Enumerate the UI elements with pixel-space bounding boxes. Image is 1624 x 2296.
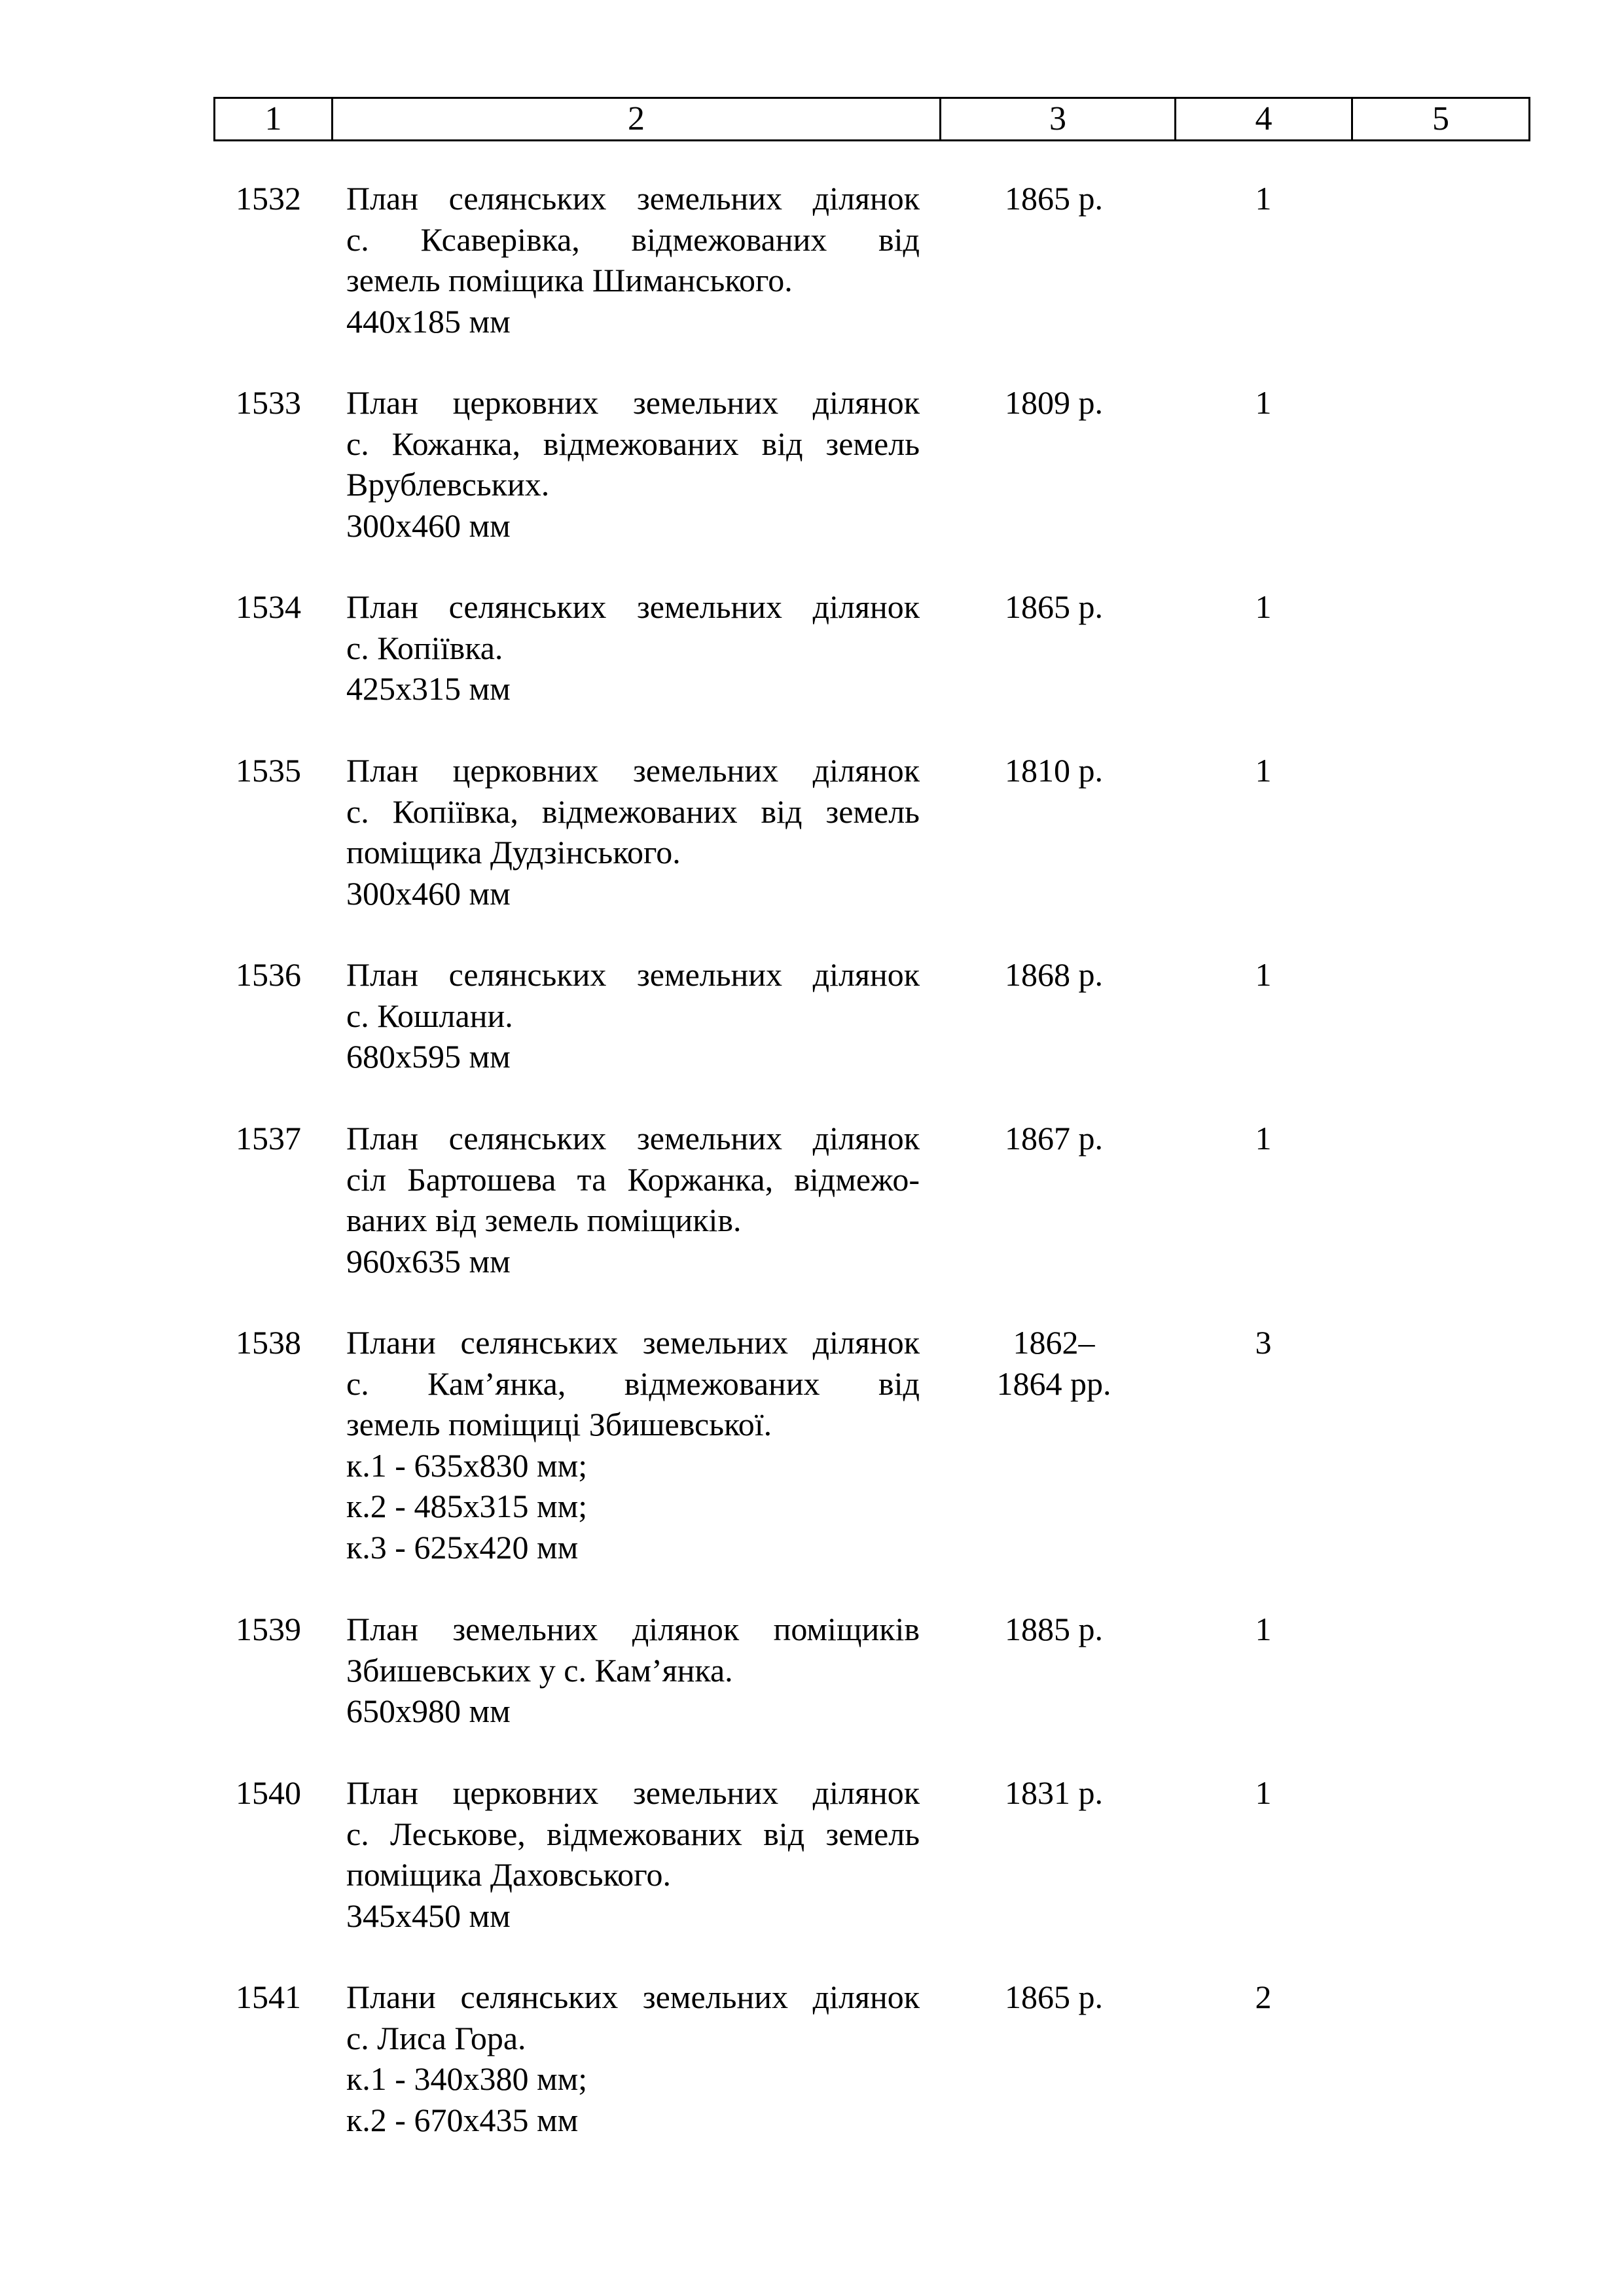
entry-number: 1533 [236, 384, 301, 421]
entry-description-line: План селянських земельних ділянок [346, 588, 920, 625]
entry-date-line: 1865 р. [1005, 180, 1103, 217]
entry-count: 1 [1255, 1774, 1272, 1811]
entry-date [956, 1609, 1152, 1650]
column-header-2: 2 [333, 98, 941, 141]
entry-number: 1540 [236, 1774, 301, 1811]
entry-date-line: 1809 р. [1005, 384, 1103, 421]
entry-description-line: поміщика Даховського. [346, 1856, 672, 1893]
entry-description-line: с. Копіївка. [346, 629, 503, 666]
entry-description-line: 300х460 мм [346, 874, 511, 912]
entry-description-line: 680х595 мм [346, 1038, 511, 1075]
entry-count: 1 [1255, 956, 1272, 993]
entry-description-line: с. Леськове, відмежованих від земель [346, 1815, 920, 1852]
column-header-table [213, 97, 1530, 141]
entry-date-line: 1862– [1013, 1324, 1095, 1361]
entry-description-line: 345х450 мм [346, 1897, 511, 1934]
column-header-5: 5 [1352, 98, 1530, 141]
entry-count: 1 [1255, 180, 1272, 217]
column-header-3: 3 [941, 98, 1176, 141]
entry-description-line: 960х635 мм [346, 1242, 511, 1280]
entry-description [346, 1977, 920, 2140]
entry-description-line: к.2 - 670х435 мм [346, 2101, 579, 2138]
entry-description-line: с. Копіївка, відмежованих від земель [346, 793, 920, 830]
entry-description-line: Збишевських у с. Кам’янка. [346, 1651, 733, 1689]
entry-count: 1 [1255, 1611, 1272, 1647]
entry-description [346, 1772, 920, 1936]
entry-date-line: 1865 р. [1005, 588, 1103, 625]
entry-description-line: План земельних ділянок поміщиків [346, 1611, 920, 1647]
entry-description-line: План селянських земельних ділянок [346, 1120, 920, 1157]
entry-number: 1534 [236, 588, 301, 625]
entry-number: 1532 [236, 180, 301, 217]
entry-description-line: к.3 - 625х420 мм [346, 1528, 579, 1566]
entry-date-line: 1865 р. [1005, 1979, 1103, 2015]
entry-description-line: к.1 - 340х380 мм; [346, 2060, 588, 2097]
entry-description-line: План селянських земельних ділянок [346, 180, 920, 217]
entry-date-line: 1868 р. [1005, 956, 1103, 993]
column-header-1: 1 [215, 98, 333, 141]
entry-description-line: План церковних земельних ділянок [346, 752, 920, 789]
entry-description-line: ваних від земель поміщиків. [346, 1202, 742, 1238]
entry-number: 1539 [236, 1611, 301, 1647]
entry-description-line: к.1 - 635х830 мм; [346, 1446, 588, 1484]
entry-description-line: 440х185 мм [346, 302, 511, 340]
entry-date-line: 1885 р. [1005, 1611, 1103, 1647]
entry-date [956, 750, 1152, 791]
entry-description-line: земель поміщика Шиманського. [346, 262, 793, 298]
entry-description-line: с. Кошлани. [346, 997, 513, 1034]
entry-description-line: с. Кожанка, відмежованих від земель [346, 425, 920, 462]
entry-number: 1537 [236, 1120, 301, 1157]
entry-description-line: с. Лиса Гора. [346, 2019, 526, 2056]
entry-description-line: 425х315 мм [346, 670, 511, 707]
entry-description [346, 178, 920, 342]
entry-count: 1 [1255, 752, 1272, 789]
entry-description-line: 300х460 мм [346, 507, 511, 544]
entry-date [956, 1118, 1152, 1159]
entry-date [956, 1322, 1152, 1404]
entry-description-line: с. Кам’янка, відмежованих від [346, 1365, 920, 1402]
entry-count: 1 [1255, 384, 1272, 421]
entry-description-line: сіл Бартошева та Коржанка, відмежо- [346, 1160, 920, 1198]
entry-description-line: План церковних земельних ділянок [346, 1774, 920, 1811]
column-header-row [215, 98, 1530, 141]
entry-description [346, 586, 920, 709]
entry-description-line: к.2 - 485х315 мм; [346, 1488, 588, 1524]
entry-description [346, 1609, 920, 1732]
column-header-4: 4 [1176, 98, 1352, 141]
entry-date [956, 178, 1152, 219]
entry-count: 2 [1255, 1979, 1272, 2015]
entry-date [956, 586, 1152, 628]
entry-description-line: Плани селянських земельних ділянок [346, 1979, 920, 2015]
entry-date-line: 1867 р. [1005, 1120, 1103, 1157]
entry-date [956, 954, 1152, 996]
entry-description-line: 650х980 мм [346, 1693, 511, 1729]
entry-description-line: Врублевських. [346, 466, 550, 503]
entry-count: 1 [1255, 1120, 1272, 1157]
entry-description-line: План церковних земельних ділянок [346, 384, 920, 421]
entry-date-line: 1810 р. [1005, 752, 1103, 789]
entry-description-line: земель поміщиці Збишевської. [346, 1406, 772, 1443]
entry-description-line: поміщика Дудзінського. [346, 834, 681, 870]
entry-number: 1541 [236, 1979, 301, 2015]
entry-count: 3 [1255, 1324, 1272, 1361]
entry-date [956, 382, 1152, 423]
entry-description [346, 1322, 920, 1568]
entry-description-line: с. Ксаверівка, відмежованих від [346, 221, 920, 258]
entry-description-line: План селянських земельних ділянок [346, 956, 920, 993]
entry-date-line: 1864 рр. [996, 1365, 1111, 1402]
entry-number: 1538 [236, 1324, 301, 1361]
entry-description [346, 382, 920, 546]
entry-date [956, 1772, 1152, 1814]
entry-description [346, 1118, 920, 1282]
entry-date-line: 1831 р. [1005, 1774, 1103, 1811]
entry-count: 1 [1255, 588, 1272, 625]
entry-number: 1536 [236, 956, 301, 993]
entry-number: 1535 [236, 752, 301, 789]
entry-description [346, 954, 920, 1077]
entry-description-line: Плани селянських земельних ділянок [346, 1324, 920, 1361]
entry-description [346, 750, 920, 914]
entry-date [956, 1977, 1152, 2018]
